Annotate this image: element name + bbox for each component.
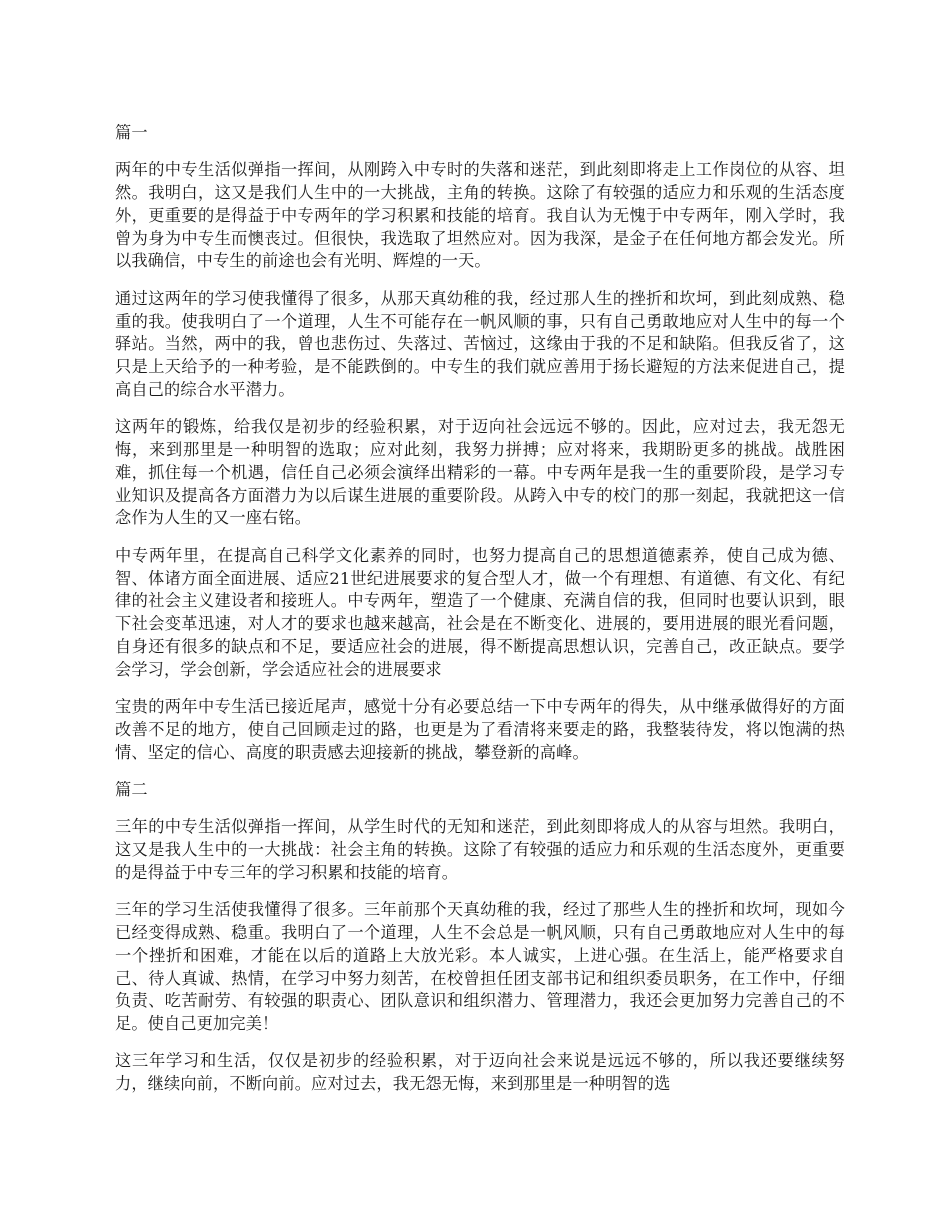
section-1-paragraph-4: 中专两年里，在提高自己科学文化素养的同时，也努力提高自己的思想道德素养，使自己成为德、智、体诸方面全面进展、适应21世纪进展要求的复合型人才，做一个有理想、有道德、有文化、有纪律的社会主义建设者和接班人。中专两年，塑造了一个健康、充满自信的我，但同时也要认识到，眼下社会变革迅速，对人才的要求也越来越高，社会是在不断变化、进展的，要用进展的眼光看问题，自身还有很多的缺点和不足，要适应社会的进展，得不断提高思想认识，完善自己，改正缺点。要学会学习，学会创新，学会适应社会的进展要求 xyxy=(115,545,845,679)
document-page xyxy=(115,122,845,1110)
section-1-paragraph-5: 宝贵的两年中专生活已接近尾声，感觉十分有必要总结一下中专两年的得失，从中继承做得好的方面改善不足的地方，使自己回顾走过的路，也更是为了看清将来要走的路，我整装待发，将以饱满的热情、坚定的信心、高度的职责感去迎接新的挑战，攀登新的高峰。 xyxy=(115,697,845,762)
section-2-paragraph-2: 三年的学习生活使我懂得了很多。三年前那个天真幼稚的我，经过了那些人生的挫折和坎坷，现如今已经变得成熟、稳重。我明白了一个道理，人生不会总是一帆风顺，只有自己勇敢地应对人生中的每一个挫折和困难，才能在以后的道路上大放光彩。本人诚实，上进心强。在生活上，能严格要求自己、待人真诚、热情，在学习中努力刻苦，在校曾担任团支部书记和组织委员职务，在工作中，仔细负责、吃苦耐劳、有较强的职责心、团队意识和组织潜力、管理潜力，我还会更加努力完善自己的不足。使自己更加完美！ xyxy=(115,900,845,1034)
section-1-paragraph-3: 这两年的锻炼，给我仅是初步的经验积累，对于迈向社会远远不够的。因此，应对过去，我无怨无悔，来到那里是一种明智的选取；应对此刻，我努力拼搏；应对将来，我期盼更多的挑战。战胜困难，抓住每一个机遇，信任自己必须会演绎出精彩的一幕。中专两年是我一生的重要阶段，是学习专业知识及提高各方面潜力为以后谋生进展的重要阶段。从跨入中专的校门的那一刻起，我就把这一信念作为人生的又一座右铭。 xyxy=(115,417,845,528)
section-1-paragraph-1: 两年的中专生活似弹指一挥间，从刚跨入中专时的失落和迷茫，到此刻即将走上工作岗位的从容、坦然。我明白，这又是我们人生中的一大挑战，主角的转换。这除了有较强的适应力和乐观的生活态度外，更重要的是得益于中专两年的学习积累和技能的培育。我自认为无愧于中专两年，刚入学时，我曾为身为中专生而懊丧过。但很快，我选取了坦然应对。因为我深，是金子在任何地方都会发光。所以我确信，中专生的前途也会有光明、辉煌的一天。 xyxy=(115,160,845,271)
section-2-paragraph-1: 三年的中专生活似弹指一挥间，从学生时代的无知和迷茫，到此刻即将成人的从容与坦然。我明白，这又是我人生中的一大挑战：社会主角的转换。这除了有较强的适应力和乐观的生活态度外，更重要的是得益于中专三年的学习积累和技能的培育。 xyxy=(115,817,845,882)
section-1-paragraph-2: 通过这两年的学习使我懂得了很多，从那天真幼稚的我，经过那人生的挫折和坎坷，到此刻成熟、稳重的我。使我明白了一个道理，人生不可能存在一帆风顺的事，只有自己勇敢地应对人生中的每一个驿站。当然，两中的我，曾也悲伤过、失落过、苦恼过，这缘由于我的不足和缺陷。但我反省了，这只是上天给予的一种考验，是不能跌倒的。中专生的我们就应善用于扬长避短的方法来促进自己，提高自己的综合水平潜力。 xyxy=(115,288,845,399)
section-2-paragraph-3: 这三年学习和生活，仅仅是初步的经验积累，对于迈向社会来说是远远不够的，所以我还要继续努力，继续向前，不断向前。应对过去，我无怨无悔，来到那里是一种明智的选 xyxy=(115,1051,845,1094)
section-2-title: 篇二 xyxy=(115,779,148,799)
section-1-title: 篇一 xyxy=(115,123,148,142)
